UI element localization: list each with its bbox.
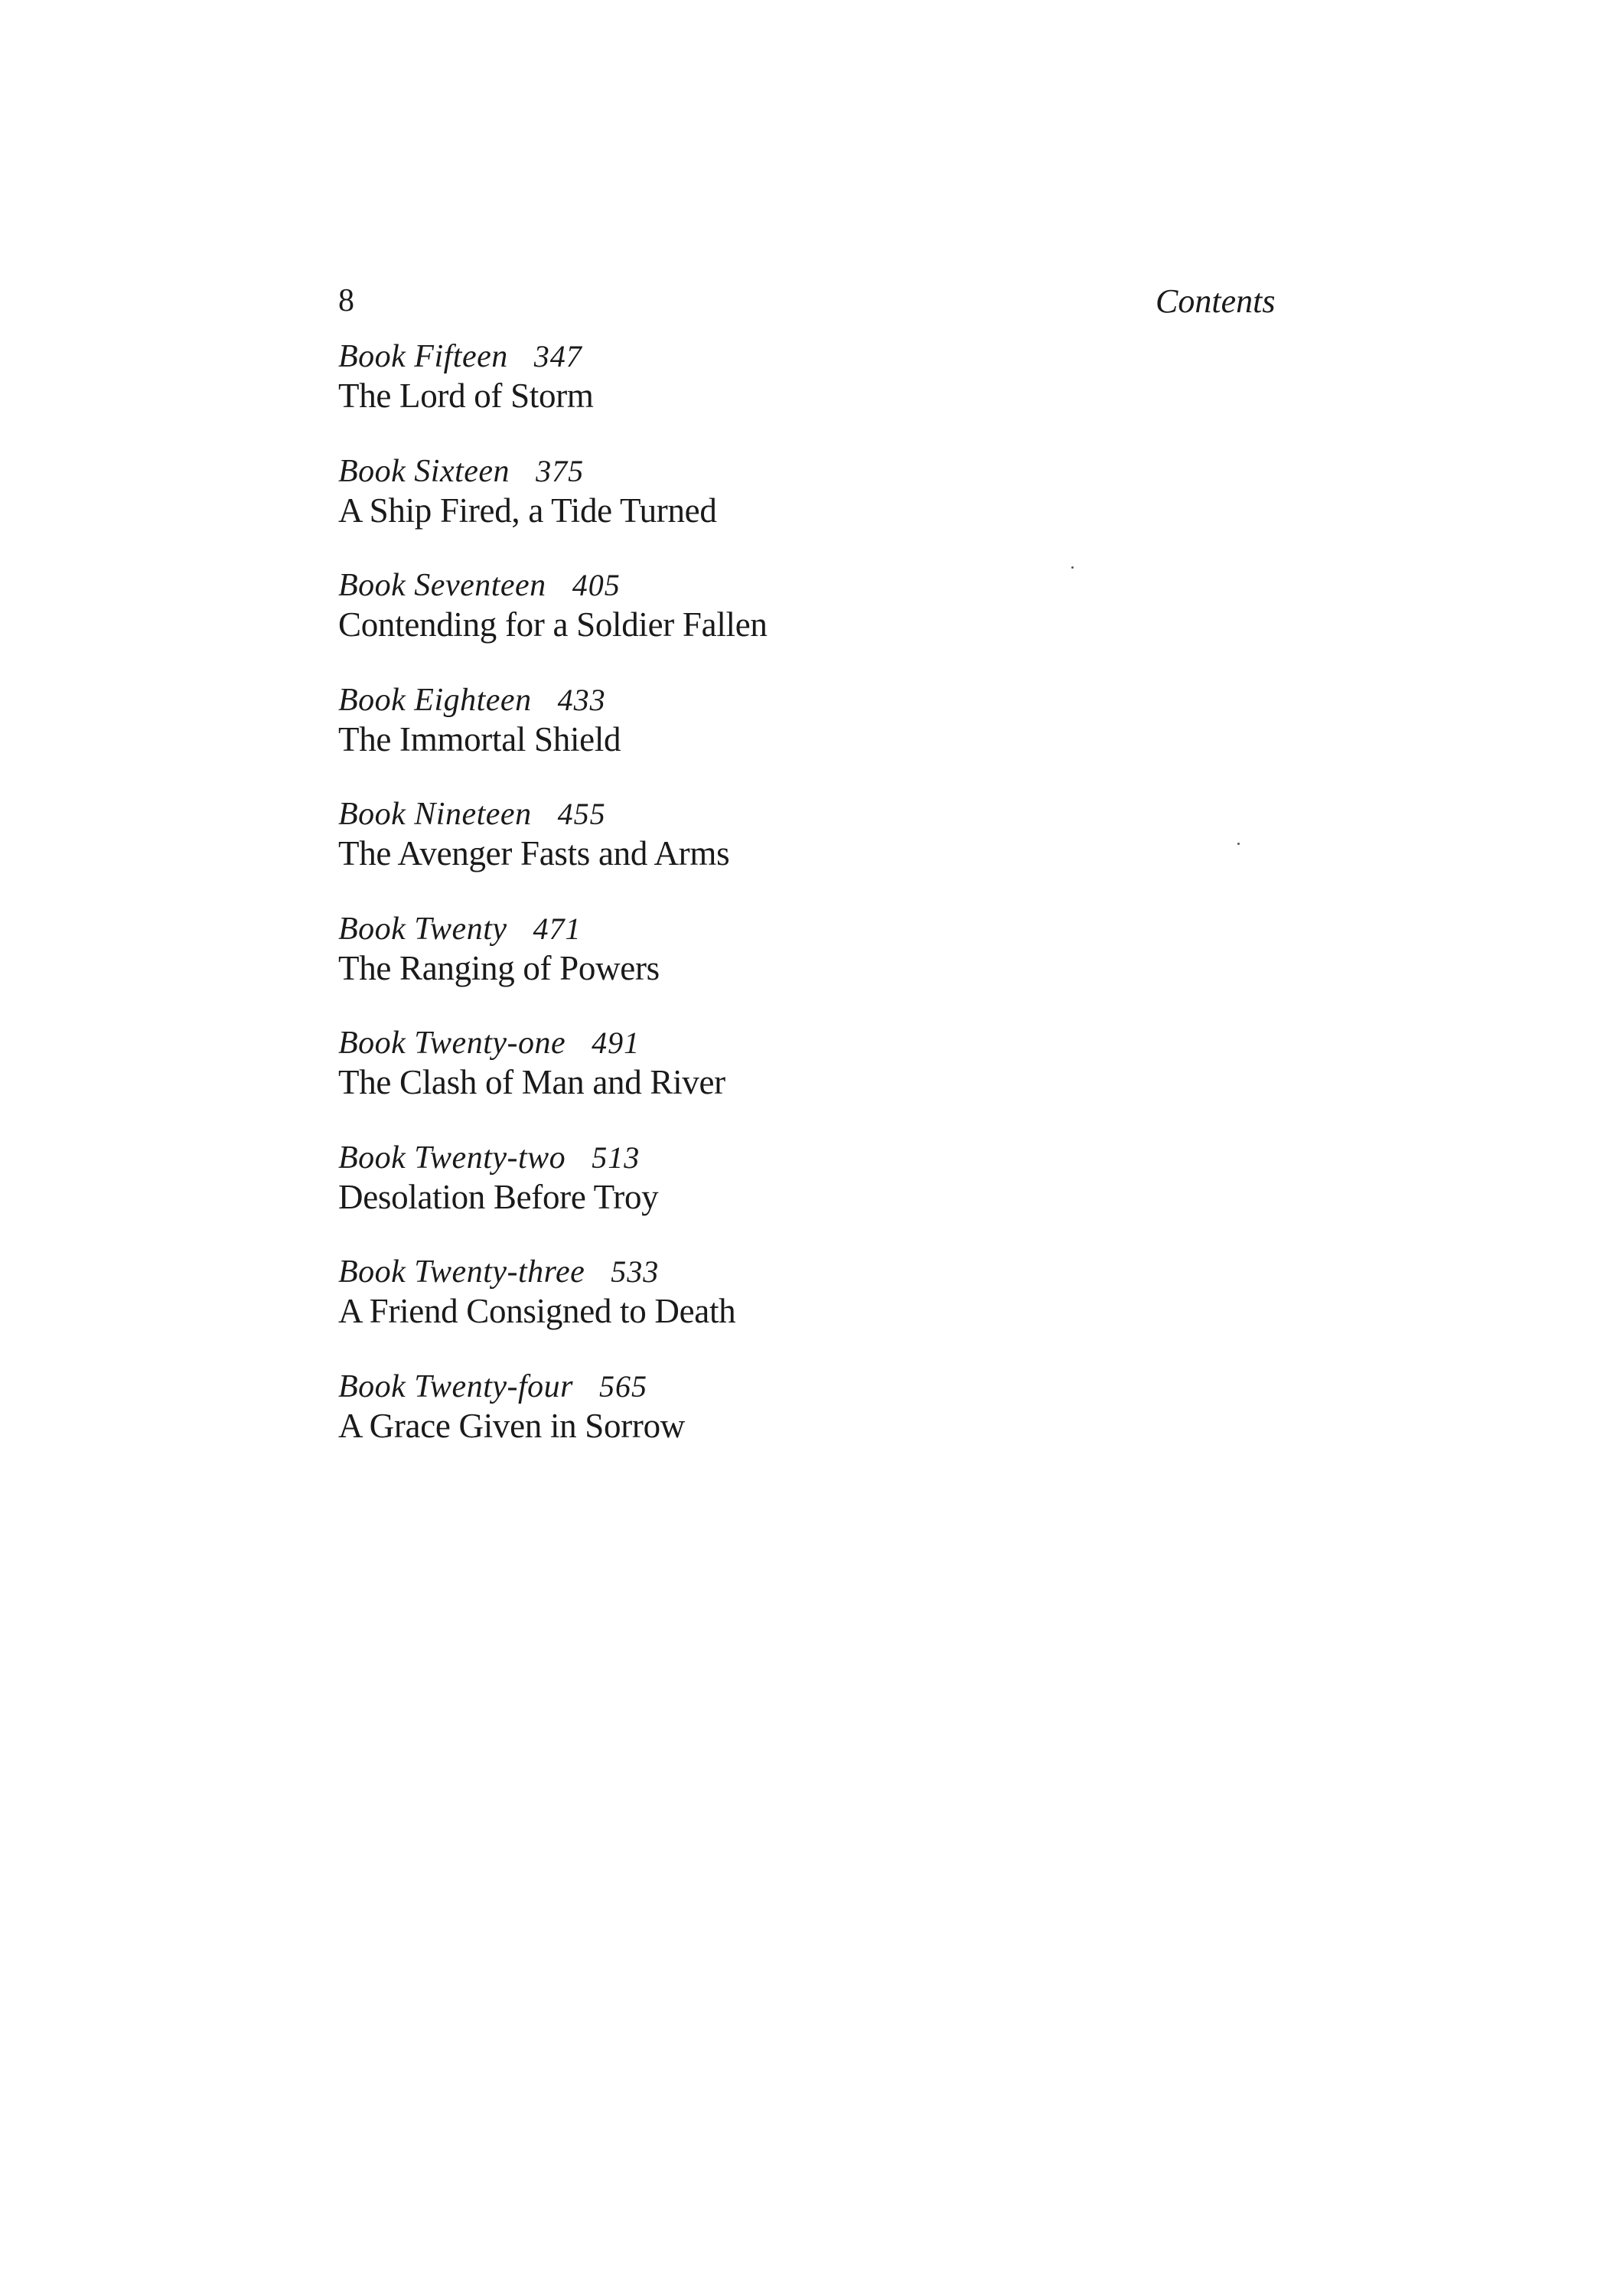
- book-label: Book Twenty-two: [338, 1140, 566, 1176]
- book-title: The Ranging of Powers: [338, 948, 660, 987]
- book-page-number: 513: [592, 1140, 641, 1175]
- book-title: Desolation Before Troy: [338, 1177, 659, 1216]
- book-label: Book Eighteen: [338, 682, 532, 718]
- contents-entry: [338, 796, 1257, 911]
- contents-entry: [338, 911, 1257, 1026]
- book-line: [338, 453, 1257, 490]
- book-page-number: 455: [557, 797, 606, 831]
- book-line: [338, 338, 1257, 375]
- book-line: [338, 682, 1257, 719]
- book-line: [338, 1254, 1257, 1290]
- book-line: [338, 567, 1257, 604]
- book-title: Contending for a Soldier Fallen: [338, 605, 768, 644]
- book-label: Book Twenty: [338, 911, 507, 947]
- contents-list: [338, 338, 1257, 1482]
- book-page-number: 471: [533, 911, 582, 946]
- book-label: Book Twenty-three: [338, 1254, 585, 1290]
- book-page-number: 347: [533, 339, 582, 373]
- book-page-number: 375: [536, 453, 585, 488]
- book-label: Book Sixteen: [338, 453, 510, 489]
- contents-entry: [338, 1368, 1257, 1483]
- book-label: Book Fifteen: [338, 339, 508, 374]
- book-title: The Avenger Fasts and Arms: [338, 834, 730, 872]
- contents-entry: [338, 453, 1257, 568]
- book-label: Book Twenty-one: [338, 1026, 566, 1061]
- book-page-number: 405: [572, 568, 621, 602]
- book-line: [338, 1368, 1257, 1405]
- contents-entry: [338, 1140, 1257, 1254]
- contents-entry: [338, 682, 1257, 797]
- scan-speck: [1237, 843, 1240, 845]
- contents-entry: [338, 338, 1257, 453]
- book-label: Book Nineteen: [338, 797, 532, 832]
- scan-speck: [1071, 566, 1074, 569]
- contents-entry: [338, 567, 1257, 682]
- book-label: Book Twenty-four: [338, 1368, 574, 1404]
- book-line: [338, 911, 1257, 947]
- book-line: [338, 1140, 1257, 1176]
- book-line: [338, 796, 1257, 833]
- book-title: A Friend Consigned to Death: [338, 1292, 736, 1330]
- book-line: [338, 1025, 1257, 1062]
- contents-entry: [338, 1254, 1257, 1368]
- book-page-number: 565: [599, 1368, 648, 1404]
- book-title: The Clash of Man and River: [338, 1063, 725, 1101]
- contents-entry: [338, 1025, 1257, 1140]
- book-title: A Grace Given in Sorrow: [338, 1406, 685, 1445]
- book-label: Book Seventeen: [338, 568, 546, 603]
- page-number: 8: [338, 283, 354, 318]
- book-title: A Ship Fired, a Tide Turned: [338, 491, 717, 530]
- running-head: Contents: [1156, 282, 1276, 320]
- book-page-number: 533: [611, 1254, 660, 1289]
- book-title: The Lord of Storm: [338, 377, 594, 415]
- book-page-number: 491: [592, 1026, 641, 1060]
- book-title: The Immortal Shield: [338, 719, 621, 758]
- book-page-number: 433: [557, 682, 606, 717]
